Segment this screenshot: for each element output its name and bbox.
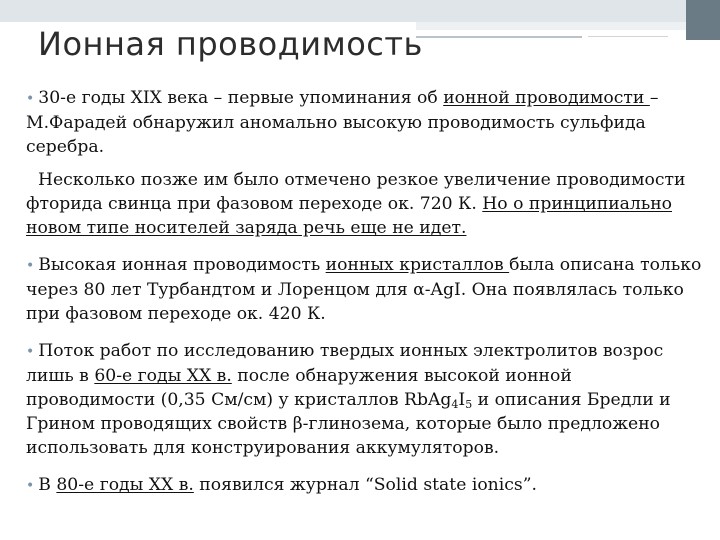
term-link: ионных кристаллов <box>325 255 510 275</box>
bullet-paragraph-5: • В 80-е годы XX в. появился журнал “Solid state ionics”. <box>26 475 537 495</box>
header-rule-thin <box>588 36 668 37</box>
header-band-step <box>416 22 686 30</box>
bullet-paragraph-1: • 30-е годы XIX века – первые упоминания об ионной проводимости – М.Фарадей обнаружил аномально высокую проводимость сульфида серебра. <box>26 88 659 157</box>
header-corner-block <box>686 0 720 40</box>
bullet-dot-icon: • <box>26 344 35 360</box>
bullet-dot-icon: • <box>26 258 35 274</box>
bullet-paragraph-4: • Поток работ по исследованию твердых ионных электролитов возрос лишь в 60-е годы XX в. после обнаружения высокой ионной проводимости (0,35 См/см) у кристаллов $RbAg_4I_5$ и описания Бредли и Грином проводящих свойств β-глинозема, которые было предложено использовать для конструирования аккумуляторов. <box>26 341 671 458</box>
paragraph-2: Несколько позже им было отмечено резкое увеличение проводимости фторида свинца при фазовом переходе ок. 720 К. Но о принципиально новом типе носителей заряда речь еще не идет. <box>26 170 686 238</box>
bullet-paragraph-3: • Высокая ионная проводимость ионных кристаллов была описана только через 80 лет Турбандтом и Лоренцом для α-AgI. Она появлялась только при фазовом переходе ок. 420 К. <box>26 255 702 324</box>
bullet-dot-icon: • <box>26 478 35 494</box>
term-link: ионной проводимости <box>443 88 650 108</box>
date-underlined: 60-е годы XX в. <box>94 366 232 386</box>
header-band <box>0 0 686 22</box>
header-rule <box>416 36 582 38</box>
date-underlined: 80-е годы XX в. <box>56 475 194 495</box>
bullet-dot-icon: • <box>26 91 35 107</box>
emphasis-underlined: Но о принципиально новом типе носителей заряда речь еще не идет. <box>26 194 673 238</box>
slide-body <box>26 86 702 511</box>
slide-title: Ионная проводимость <box>38 25 423 63</box>
